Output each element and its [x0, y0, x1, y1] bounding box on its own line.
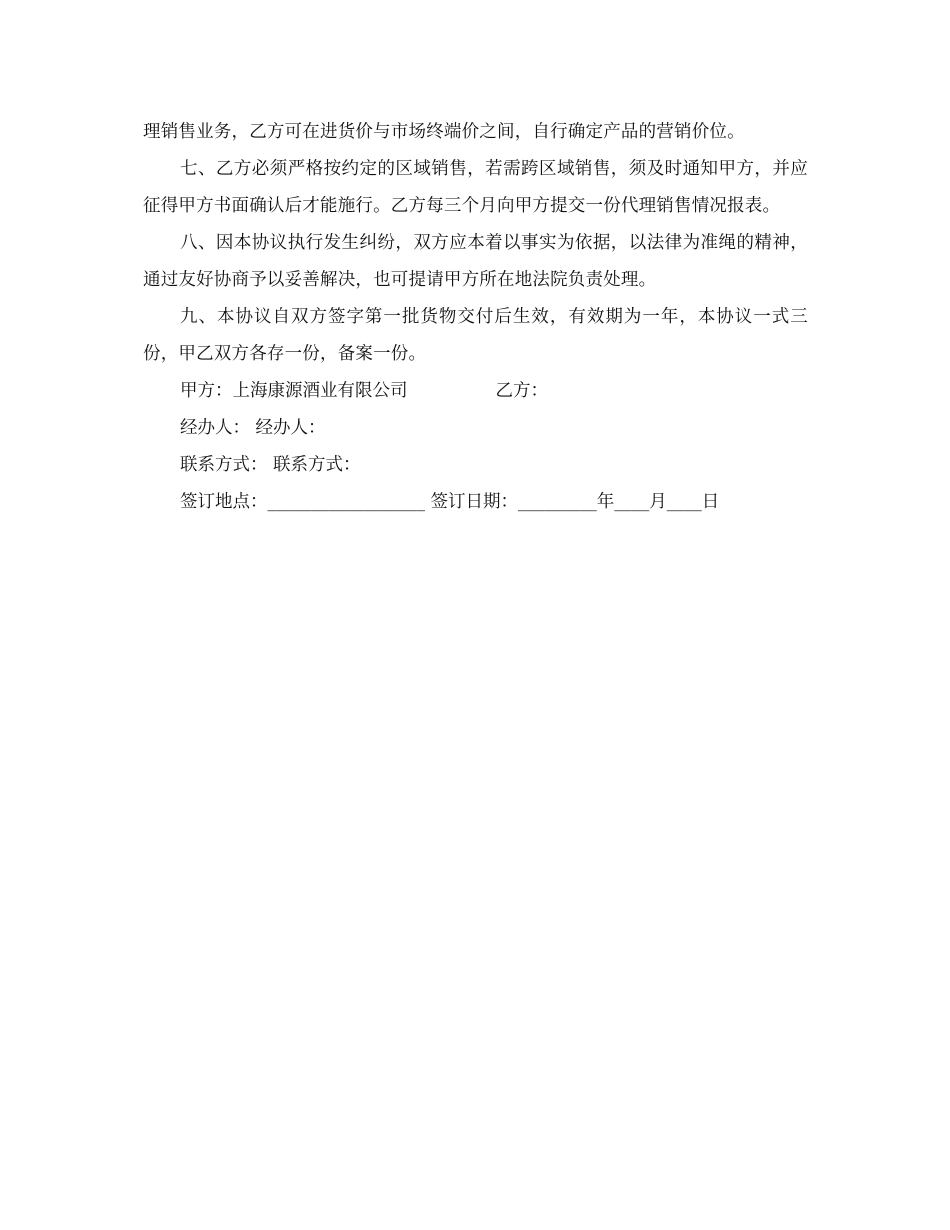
paragraph-continuation: 理销售业务，乙方可在进货价与市场终端价之间，自行确定产品的营销价位。 [143, 122, 745, 142]
party-b-label: 乙方： [495, 381, 548, 401]
paragraph-clause-8: 八、因本协议执行发生纠纷，双方应本着以事实为依据，以法律为准绳的精神，通过友好协商予以妥善解决，也可提请甲方所在地法院负责处理。 [143, 233, 808, 290]
paragraph-clause-7: 七、乙方必须严格按约定的区域销售，若需跨区域销售，须及时通知甲方，并应征得甲方书面确认后才能施行。乙方每三个月向甲方提交一份代理销售情况报表。 [143, 159, 808, 216]
paragraph-clause-9: 九、本协议自双方签字第一批货物交付后生效，有效期为一年，本协议一式三份，甲乙双方各存一份，备案一份。 [143, 307, 808, 364]
signature-handlers: 经办人： 经办人： [180, 418, 326, 438]
signature-parties [143, 373, 808, 410]
signature-contacts: 联系方式： 联系方式： [180, 455, 361, 475]
document-page [143, 114, 808, 521]
party-a-label: 甲方：上海康源酒业有限公司 [180, 381, 408, 401]
signature-place-date: 签订地点：__________________ 签订日期：_________年____月____日 [180, 492, 720, 512]
